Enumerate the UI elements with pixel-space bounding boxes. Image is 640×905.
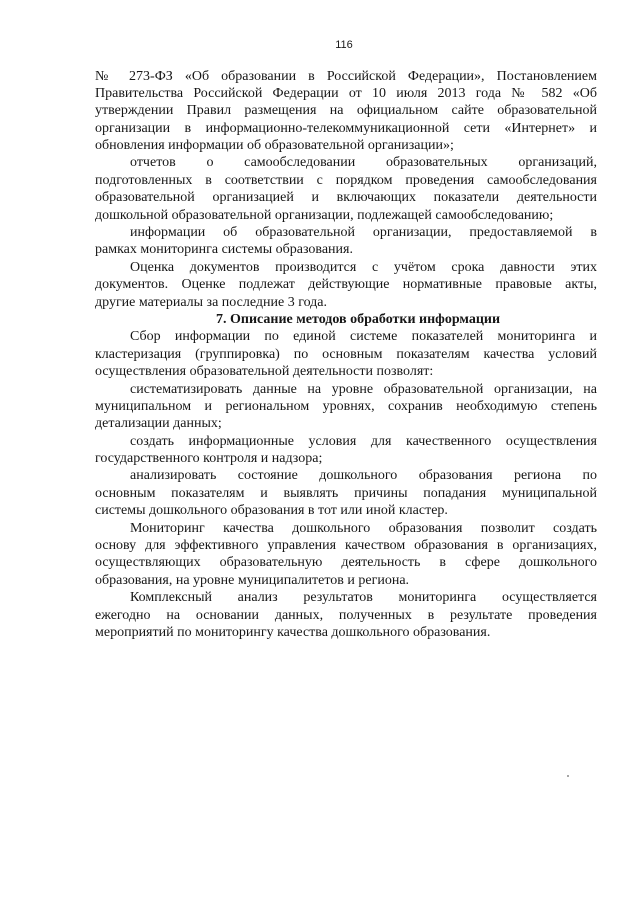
body-line: обновления информации об образовательной организации»; — [95, 138, 454, 154]
body-line: организации в информационно-телекоммуникационной сети «Интернет» и — [95, 120, 597, 136]
body-line: Оценка документов производится с учётом срока давности этих — [130, 259, 597, 275]
body-line: системы дошкольного образования в тот или иной кластер. — [95, 503, 448, 519]
body-line: государственного контроля и надзора; — [95, 451, 323, 467]
body-line: основу для эффективного управления качеством образования в организациях, — [95, 538, 597, 554]
document-body — [95, 68, 597, 642]
body-line: образования, на уровне муниципалитетов и региона. — [95, 572, 410, 588]
body-line: анализировать состояние дошкольного образования региона по — [130, 468, 597, 484]
body-line: создать информационные условия для качественного осуществления — [130, 433, 597, 449]
body-line: Мониторинг качества дошкольного образования позволит создать — [130, 520, 597, 536]
body-line: осуществляющих образовательную деятельность в сфере дошкольного — [95, 555, 597, 571]
body-line: детализации данных; — [95, 416, 222, 432]
body-line: отчетов о самообследовании образовательных организаций, — [130, 155, 597, 171]
body-line: осуществления образовательной деятельности позволят: — [95, 364, 434, 380]
body-line: документов. Оценке подлежат действующие нормативные правовые акты, — [95, 277, 597, 293]
body-line: дошкольной образовательной организации, подлежащей самообследованию; — [95, 207, 554, 223]
body-line: другие материалы за последние 3 года. — [95, 294, 328, 310]
body-line: подготовленных в соответствии с порядком проведения самообследования — [95, 172, 597, 188]
body-line: утверждении Правил размещения на официальном сайте образовательной — [95, 103, 597, 119]
body-line: Комплексный анализ результатов мониторинга осуществляется — [130, 590, 597, 606]
body-line: муниципальном и региональном уровнях, сохранив необходимую степень — [95, 398, 597, 414]
body-line: систематизировать данные на уровне образовательной организации, на — [130, 381, 597, 397]
body-line: кластеризация (группировка) по основным показателям качества условий — [95, 346, 597, 362]
section-heading: 7. Описание методов обработки информации — [216, 311, 501, 327]
body-line: Сбор информации по единой системе показателей мониторинга и — [130, 329, 597, 345]
body-line: рамках мониторинга системы образования. — [95, 242, 353, 258]
body-line: образовательной организацией и включающих показатели деятельности — [95, 190, 597, 206]
body-line: Правительства Российской Федерации от 10 июля 2013 года № 582 «Об — [95, 85, 597, 101]
body-line: мероприятий по мониторингу качества дошкольного образования. — [95, 625, 491, 640]
body-line: информации об образовательной организации, предоставляемой в — [130, 225, 597, 241]
body-line: ежегодно на основании данных, полученных в результате проведения — [95, 607, 597, 623]
body-line: № 273-ФЗ «Об образовании в Российской Федерации», Постановлением — [95, 68, 597, 84]
body-line: основным показателям и выявлять причины попадания муниципальной — [95, 485, 597, 501]
scan-speck — [567, 775, 569, 777]
page-number: 116 — [335, 39, 353, 51]
